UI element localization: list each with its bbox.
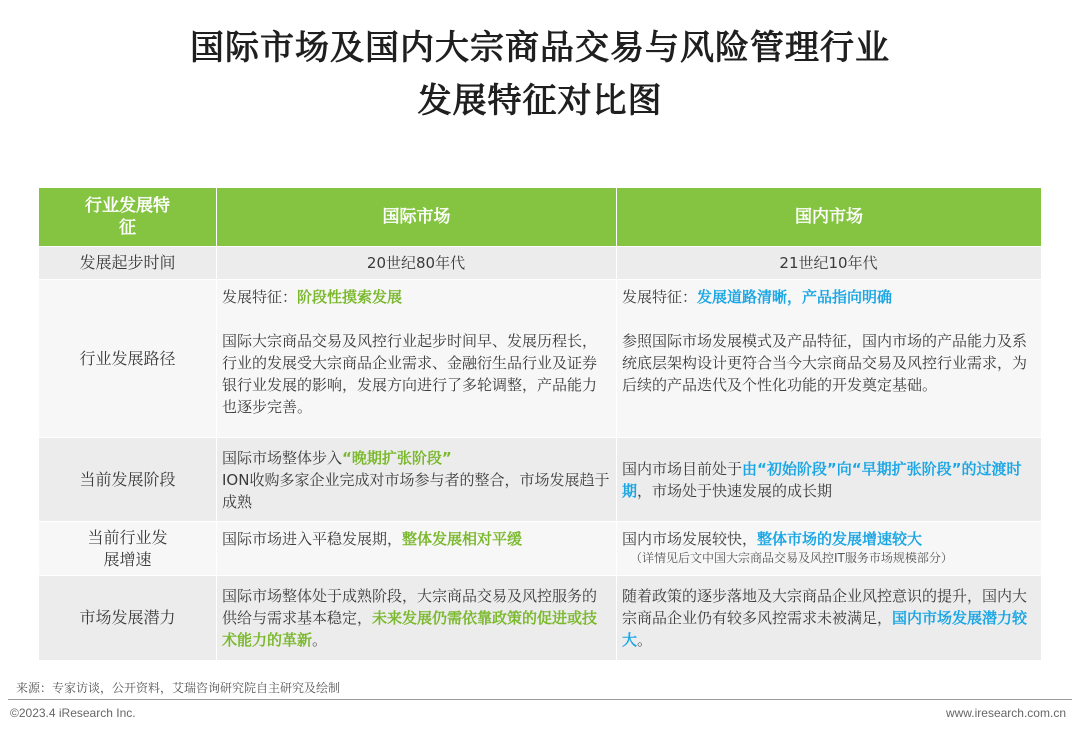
intl-growth-cell xyxy=(217,522,617,576)
dom-growth-highlight: 整体市场的发展增速较大 xyxy=(757,530,923,548)
intl-stage-line xyxy=(222,447,610,469)
intl-start-time: 20世纪80年代 xyxy=(217,247,617,280)
dom-growth-cell xyxy=(617,522,1042,576)
intl-feature-prefix: 发展特征： xyxy=(222,288,298,306)
table-row-potential xyxy=(39,576,1042,661)
intl-stage-cell xyxy=(217,438,617,522)
dom-start-time: 21世纪10年代 xyxy=(617,247,1042,280)
intl-path-text: 国际大宗商品交易及风控行业起步时间早、发展历程长，行业的发展受大宗商品企业需求、金融衍生品行业及证券银行业发展的影响，发展方向进行了多轮调整，产品能力也逐步完善。 xyxy=(222,332,598,416)
row-label-start-time: 发展起步时间 xyxy=(39,247,217,280)
intl-stage-highlight: “晚期扩张阶段” xyxy=(342,448,452,467)
row-label-stage: 当前发展阶段 xyxy=(39,438,217,522)
intl-feature-highlight: 阶段性摸索发展 xyxy=(297,288,403,306)
dom-growth-prefix: 国内市场发展较快， xyxy=(622,530,758,548)
intl-potential-cell xyxy=(217,576,617,661)
header-feature-label: 行业发展特征 xyxy=(85,196,170,238)
dom-feature-highlight: 发展道路清晰，产品指向明确 xyxy=(697,288,893,306)
dom-growth-note: （详情见后文中国大宗商品交易及风控IT服务市场规模部分） xyxy=(630,551,953,565)
dom-path-feature xyxy=(622,286,1035,308)
dom-stage-prefix: 国内市场目前处于 xyxy=(622,459,743,478)
dom-path-cell xyxy=(617,280,1042,438)
intl-growth-highlight: 整体发展相对平缓 xyxy=(402,530,523,548)
dom-stage-suffix: ，市场处于快速发展的成长期 xyxy=(637,481,833,500)
table-row-path xyxy=(39,280,1042,438)
page-title-line1: 国际市场及国内大宗商品交易与风险管理行业 xyxy=(190,28,890,68)
dom-potential-prefix: 随着政策的逐步落地及大宗商品企业风控意识的提升，国内大宗商品企业仍有较多风控需求未被满足， xyxy=(622,587,1028,627)
dom-potential-suffix: 。 xyxy=(637,631,653,649)
dom-potential-cell xyxy=(617,576,1042,661)
table-row-growth xyxy=(39,522,1042,576)
row-label-potential: 市场发展潜力 xyxy=(39,576,217,661)
comparison-table xyxy=(38,187,1042,661)
footer-divider xyxy=(8,699,1072,700)
website-text: www.iresearch.com.cn xyxy=(945,706,1066,720)
table-header-row xyxy=(39,188,1042,247)
source-note: 来源：专家访谈，公开资料，艾瑞咨询研究院自主研究及绘制 xyxy=(16,681,341,695)
header-international: 国际市场 xyxy=(217,188,617,247)
table-row-stage xyxy=(39,438,1042,522)
dom-stage-cell xyxy=(617,438,1042,522)
header-feature xyxy=(39,188,217,247)
table-row-start-time xyxy=(39,247,1042,280)
copyright-text: ©2023.4 iResearch Inc. xyxy=(10,706,136,720)
intl-potential-suffix: 。 xyxy=(312,631,328,649)
intl-potential-highlight: 未来发展仍需依靠政策的促进或技术能力的革新 xyxy=(222,609,598,649)
intl-growth-prefix: 国际市场进入平稳发展期， xyxy=(222,530,403,548)
dom-path-text: 参照国际市场发展模式及产品特征，国内市场的产品能力及系统底层架构设计更符合当今大宗商品交易及风控行业需求，为后续的产品迭代及个性化功能的开发奠定基础。 xyxy=(622,332,1028,394)
row-label-growth-text: 当前行业发展增速 xyxy=(87,527,168,569)
header-domestic: 国内市场 xyxy=(617,188,1042,247)
dom-growth-line xyxy=(622,528,1035,550)
intl-path-cell xyxy=(217,280,617,438)
intl-potential-prefix: 国际市场整体处于成熟阶段，大宗商品交易及风控服务的供给与需求基本稳定， xyxy=(222,587,598,627)
dom-feature-prefix: 发展特征： xyxy=(622,288,698,306)
row-label-growth xyxy=(39,522,217,576)
row-label-path: 行业发展路径 xyxy=(39,280,217,438)
intl-stage-text: ION收购多家企业完成对市场参与者的整合，市场发展趋于成熟 xyxy=(222,470,610,511)
page-title-line2: 发展特征对比图 xyxy=(417,81,663,121)
dom-stage-highlight: 由“初始阶段”向“早期扩张阶段”的过渡时期 xyxy=(622,459,1022,500)
intl-stage-prefix: 国际市场整体步入 xyxy=(222,448,343,467)
dom-potential-highlight: 国内市场发展潜力较大 xyxy=(622,609,1028,649)
intl-path-feature xyxy=(222,286,610,308)
